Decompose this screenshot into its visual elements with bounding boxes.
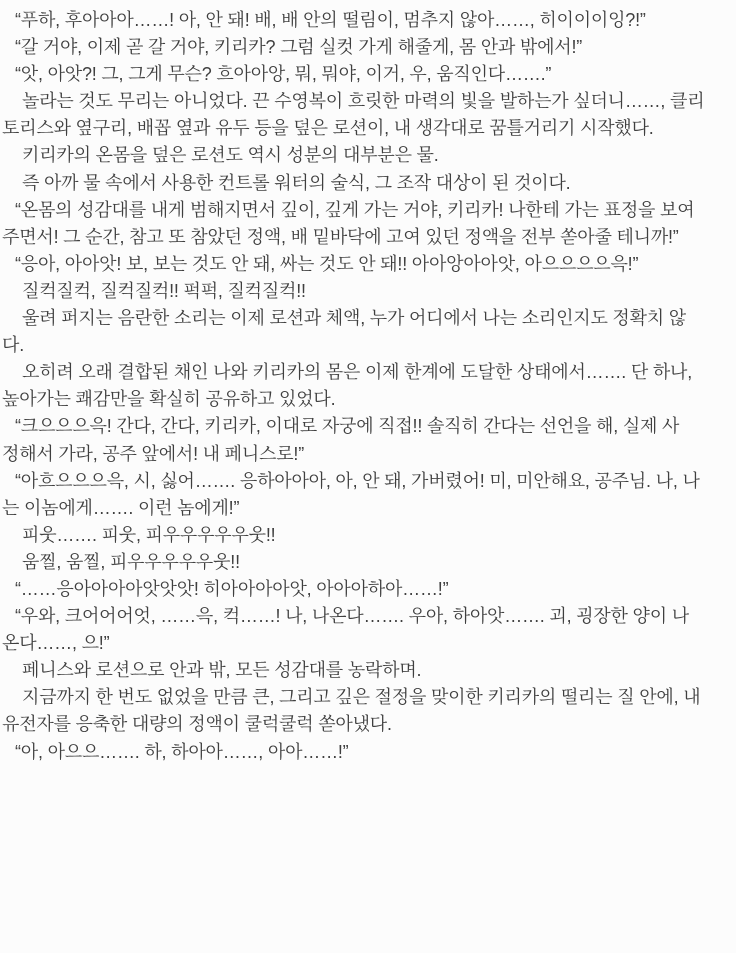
- text-line: “푸하, 후아아아……! 아, 안 돼! 배, 배 안의 떨림이, 멈추지 않아……, 히이이이잉?!”: [15, 10, 646, 30]
- text-line: “우와, 크어어어엇, ……윽, 컥……! 나, 나온다……. 우아, 하아앗……. 괴, 굉장한 양이 나: [15, 606, 689, 627]
- text-line: 움찔, 움찔, 피우우우우우웃!!: [22, 551, 240, 572]
- text-line: 페니스와 로션으로 안과 밖, 모든 성감대를 농락하며.: [22, 660, 422, 681]
- text-line: “갈 거야, 이제 곧 갈 거야, 키리카? 그럼 실컷 가게 해줄게, 몸 안과 밖에서!”: [15, 37, 583, 58]
- text-line: 질컥질컥, 질컥질컥!! 퍽퍽, 질컥질컥!!: [22, 280, 306, 301]
- text-line: 키리카의 온몸을 덮은 로션도 역시 성분의 대부분은 물.: [22, 145, 439, 166]
- text-line: 정해서 가라, 공주 앞에서! 내 페니스로!”: [2, 443, 305, 464]
- text-line: “앗, 아앗?! 그, 그게 무슨? 흐아아앙, 뭐, 뭐야, 이거, 우, 움직인다…….”: [15, 64, 552, 85]
- text-line: “아, 아으으……. 하, 하아아……, 아아……!”: [15, 741, 349, 762]
- text-line: 다.: [2, 335, 24, 356]
- text-line: 토리스와 옆구리, 배꼽 옆과 유두 등을 덮은 로션이, 내 생각대로 꿈틀거리기 시작했다.: [2, 118, 654, 139]
- text-line: 울려 퍼지는 음란한 소리는 이제 로션과 체액, 누가 어디에서 나는 소리인지도 정확치 않: [22, 308, 686, 329]
- text-line: 주면서! 그 순간, 참고 또 참았던 정액, 배 밑바닥에 고여 있던 정액을 전부 쏟아줄 테니까!”: [2, 226, 679, 247]
- text-line: 온다……, 으!”: [2, 633, 110, 654]
- text-line: 즉 아까 물 속에서 사용한 컨트롤 워터의 술식, 그 조작 대상이 된 것이다.: [22, 172, 571, 193]
- text-line: 는 이놈에게……. 이런 놈에게!”: [2, 497, 240, 518]
- text-line: 높아가는 쾌감만을 확실히 공유하고 있었다.: [2, 389, 336, 410]
- text-line: “응아, 아아앗! 보, 보는 것도 안 돼, 싸는 것도 안 돼!! 아아앙아아앗, 아으으으으윽!”: [15, 253, 639, 274]
- text-line: “아흐으으으윽, 시, 싫어……. 응하아아아, 아, 안 돼, 가버렸어! 미, 미안해요, 공주님. 나, 나: [15, 470, 700, 491]
- text-line: “온몸의 성감대를 내게 범해지면서 깊이, 깊게 가는 거야, 키리카! 나한테 가는 표정을 보여: [15, 199, 695, 220]
- text-line: 지금까지 한 번도 없었을 만큼 큰, 그리고 깊은 절정을 맞이한 키리카의 떨리는 질 안에, 내: [22, 687, 701, 708]
- text-line: “……응아아아아앗앗앗! 히아아아아앗, 아아아하아……!”: [15, 578, 449, 599]
- text-line: 피웃……. 피웃, 피우우우우우웃!!: [22, 524, 276, 545]
- text-line: 유전자를 응축한 대량의 정액이 쿨럭쿨럭 쏟아냈다.: [2, 714, 392, 735]
- text-line: 놀라는 것도 무리는 아니었다. 끈 수영복이 흐릿한 마력의 빛을 발하는가 싶더니……, 클리: [22, 91, 705, 112]
- text-line: 오히려 오래 결합된 채인 나와 키리카의 몸은 이제 한계에 도달한 상태에서……. 단 하나,: [22, 362, 693, 383]
- text-line: “크으으으윽! 간다, 간다, 키리카, 이대로 자궁에 직접!! 솔직히 간다는 선언을 해, 실제 사: [15, 416, 680, 437]
